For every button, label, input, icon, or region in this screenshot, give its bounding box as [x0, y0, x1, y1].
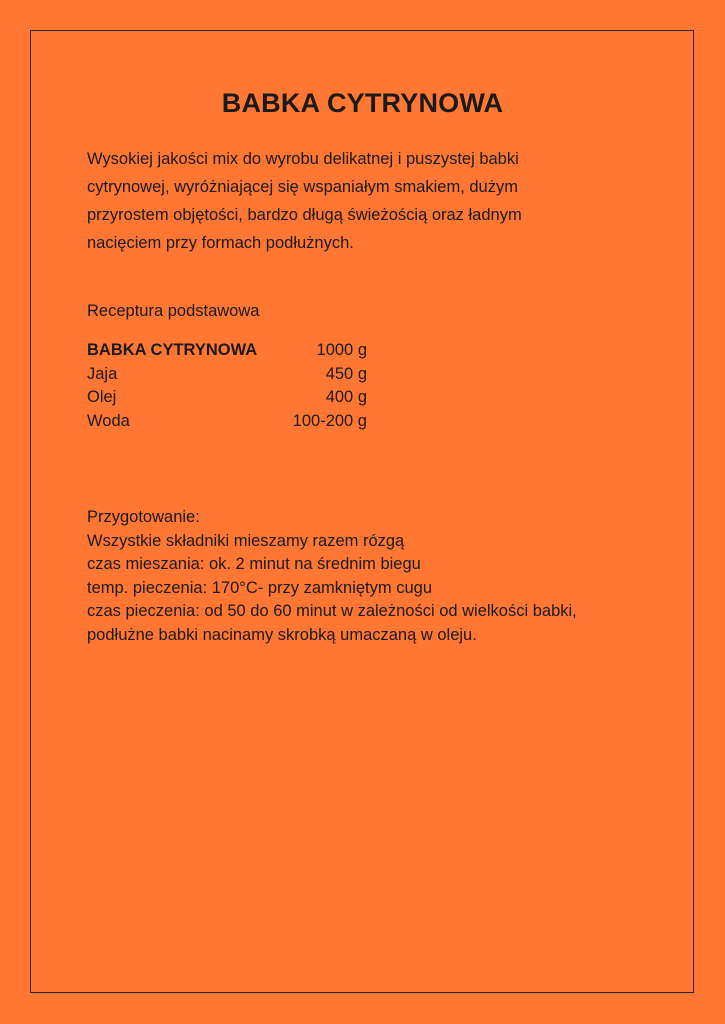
ingredient-amount: 450 g	[325, 364, 367, 383]
ingredient-name: Woda	[87, 411, 130, 430]
preparation-line: czas pieczenia: od 50 do 60 minut w zależności od wielkości babki,	[87, 602, 577, 620]
ingredient-name: Olej	[87, 388, 117, 406]
intro-line: cytrynowej, wyróżniającej się wspaniałym smakiem, dużym	[87, 178, 518, 196]
preparation-section	[87, 506, 667, 647]
intro-line: przyrostem objętości, bardzo długą świeżością oraz ładnym	[87, 206, 522, 224]
ingredient-amount: 100-200 g	[292, 411, 367, 430]
preparation-line: temp. pieczenia: 170°C- przy zamkniętym cugu	[87, 578, 432, 597]
preparation-heading: Przygotowanie:	[87, 508, 200, 526]
preparation-line: podłużne babki nacinamy skrobką umaczaną w oleju.	[87, 625, 477, 644]
ingredient-row	[87, 363, 367, 387]
ingredient-name: Jaja	[87, 364, 118, 383]
ingredient-row	[87, 386, 367, 410]
preparation-line: Wszystkie składniki mieszamy razem rózgą	[87, 531, 405, 550]
intro-line: nacięciem przy formach podłużnych.	[87, 234, 354, 252]
ingredient-amount: 1000 g	[316, 341, 367, 359]
intro-line: Wysokiej jakości mix do wyrobu delikatnej i puszystej babki	[87, 150, 519, 168]
ingredients-table	[87, 339, 367, 433]
ingredient-amount: 400 g	[325, 388, 367, 406]
ingredient-row	[87, 410, 367, 434]
recipe-label: Receptura podstawowa	[87, 302, 260, 320]
intro-paragraph	[87, 145, 627, 257]
ingredient-name: BABKA CYTRYNOWA	[87, 341, 258, 359]
ingredient-row	[87, 339, 367, 363]
document-title: BABKA CYTRYNOWA	[221, 88, 504, 118]
preparation-line: czas mieszania: ok. 2 minut na średnim biegu	[87, 555, 421, 573]
